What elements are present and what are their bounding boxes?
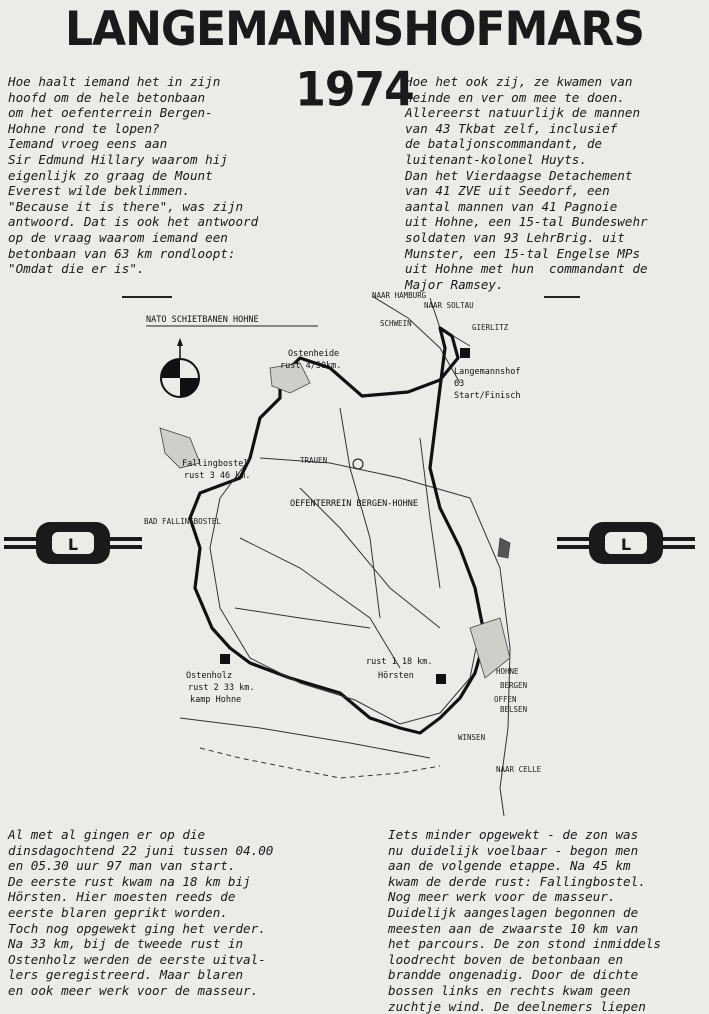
text-line: dinsdagochtend 22 juni tussen 04.00 [8, 842, 274, 858]
label-fallingbostel-rest: rust 3 46 km. [184, 471, 251, 481]
chain-link-logo-left [4, 520, 142, 566]
label-ostenholz-rest: rust 2 33 km. [188, 683, 255, 693]
text-line: Al met al gingen er op die [8, 827, 206, 842]
map-small-label: HOHNE [496, 667, 519, 676]
label-area-name: OEFENTERREIN BERGEN-HOHNE [290, 499, 418, 509]
text-line: Toch nog opgewekt ging het verder. [8, 920, 266, 936]
text-line: luitenant-kolonel Huyts. [405, 151, 587, 167]
text-line: betonbaan van 63 km rondloopt: [8, 245, 236, 261]
text-line: uit Hohne met hun commandant de [405, 261, 648, 277]
map-small-label: TRAUEN [300, 456, 328, 465]
label-horsten: Hörsten [378, 671, 414, 681]
label-ostenholz-camp: kamp Hohne [190, 695, 242, 705]
text-line: "Because it is there", was zijn [8, 198, 244, 214]
logo-letter: L [67, 535, 79, 554]
text-line: Iemand vroeg eens aan [8, 136, 168, 152]
text-line: heinde en ver om mee te doen. [405, 89, 625, 105]
text-line: Dan het Vierdaagse Detachement [405, 167, 633, 183]
compass-icon [161, 338, 199, 397]
text-line: eigenlijk zo graag de Mount [8, 167, 213, 183]
label-start-finish: Start/Finisch [454, 391, 521, 401]
map-small-label: OFFEN [494, 695, 517, 704]
text-line: Allereerst natuurlijk de mannen [405, 105, 641, 121]
label-langemannshof: Langemannshof [454, 367, 521, 377]
text-line: Ostenholz werden de eerste uitval- [8, 951, 266, 967]
text-line: zuchtje wind. De deelnemers liepen [388, 998, 646, 1014]
text-line: en 05.30 uur 97 man van start. [8, 858, 236, 874]
page-title: LANGEMANNSHOFMARS 1974 [65, 1, 644, 118]
route-line [190, 328, 485, 733]
text-line: om het oefenterrein Bergen- [8, 105, 213, 121]
route-map [140, 288, 570, 818]
label-langemannshof-km: 63 [454, 379, 465, 389]
map-small-label: BELSEN [500, 705, 528, 714]
text-line: meesten aan de zwaarste 10 km van [388, 920, 639, 936]
map-small-label: SCHWEIN [380, 319, 412, 328]
text-line: eerste blaren geprikt worden. [8, 904, 228, 920]
label-ostenheide-rest: rust 4/50km. [280, 361, 342, 371]
text-line: op de vraag waarom iemand een [8, 229, 228, 245]
text-line: De eerste rust kwam na 18 km bij [8, 873, 251, 889]
article-column-bottom-right [388, 827, 706, 1014]
map-heading: NATO SCHIETBANEN HOHNE [146, 315, 259, 325]
text-line: de bataljonscommandant, de [405, 136, 603, 152]
text-line: Duidelijk aangeslagen begonnen de [388, 904, 639, 920]
label-horsten-rest: rust 1 18 km. [366, 657, 433, 667]
map-small-label: NAAR HAMBURG [372, 291, 427, 300]
label-ostenholz: Ostenholz [186, 671, 233, 681]
text-line: Iets minder opgewekt - de zon was [388, 827, 639, 842]
text-line: Major Ramsey. [405, 276, 504, 292]
map-small-label: BERGEN [500, 681, 528, 690]
text-line: hoofd om de hele betonbaan [8, 89, 206, 105]
text-line: Na 33 km, bij de tweede rust in [8, 936, 244, 952]
text-line: bossen links en rechts kwam geen [388, 982, 631, 998]
map-small-label: WINSEN [458, 733, 486, 742]
text-line: lers geregistreerd. Maar blaren [8, 967, 244, 983]
text-line: Everest wilde beklimmen. [8, 183, 190, 199]
text-line: het parcours. De zon stond inmiddels [388, 936, 661, 952]
text-line: antwoord. Dat is ook het antwoord [8, 214, 259, 230]
text-line: uit Hohne, een 15-tal Bundeswehr [405, 214, 648, 230]
text-line: Nog meer werk voor de masseur. [388, 889, 616, 905]
text-line: soldaten van 93 LehrBrig. uit [405, 229, 625, 245]
text-line: Munster, een 15-tal Engelse MPs [405, 245, 641, 261]
text-line: aan de volgende etappe. Na 45 km [388, 858, 631, 874]
text-line: Hoe haalt iemand het in zijn [8, 74, 221, 89]
text-line: van 43 Tkbat zelf, inclusief [405, 120, 618, 136]
text-line: Sir Edmund Hillary waarom hij [8, 151, 228, 167]
label-ostenheide: Ostenheide [288, 349, 340, 359]
map-small-label: NAAR CELLE [496, 765, 542, 774]
text-line: loodrecht boven de betonbaan en [388, 951, 624, 967]
text-line: Hörsten. Hier moesten reeds de [8, 889, 236, 905]
text-line: kwam de derde rust: Fallingbostel. [388, 873, 646, 889]
map-small-label: NAAR SOLTAU [424, 301, 474, 310]
text-line: Hohne rond te lopen? [8, 120, 160, 136]
chain-link-logo-right [557, 520, 695, 566]
text-line: "Omdat die er is". [8, 261, 145, 277]
logo-letter: L [620, 535, 632, 554]
article-column-top-right [405, 74, 705, 292]
text-line: van 41 ZVE uit Seedorf, een [405, 183, 610, 199]
label-fallingbostel: Fallingbostel [182, 459, 249, 469]
article-column-bottom-left [8, 827, 356, 999]
text-line: nu duidelijk voelbaar - begon men [388, 842, 639, 858]
text-line: Hoe het ook zij, ze kwamen van [405, 74, 633, 89]
text-line: en ook meer werk voor de masseur. [8, 982, 259, 998]
article-column-top-left [8, 74, 348, 277]
map-small-label: GIERLITZ [472, 323, 509, 332]
text-line: aantal mannen van 41 Pagnoie [405, 198, 618, 214]
map-small-label: BAD FALLINGBOSTEL [144, 517, 221, 526]
text-line: brandde ongenadig. Door de dichte [388, 967, 639, 983]
